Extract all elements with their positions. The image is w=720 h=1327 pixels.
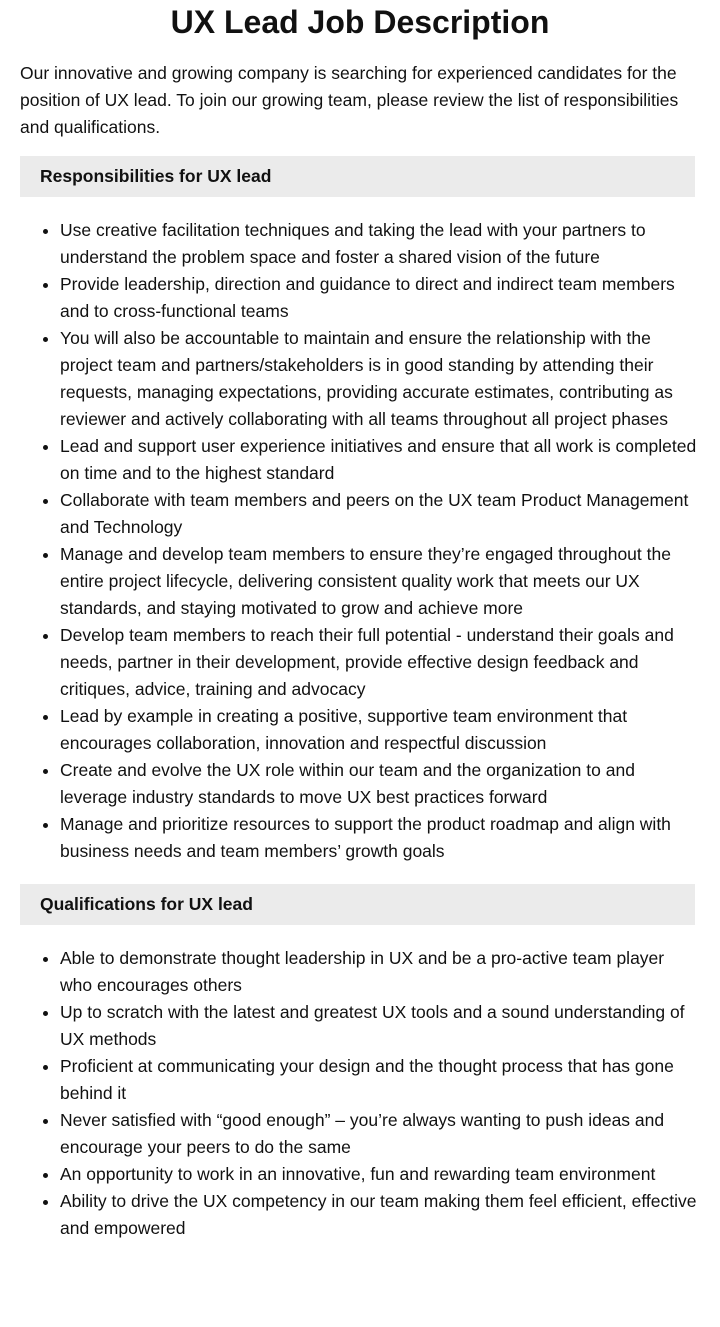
list-item: • Provide leadership, direction and guidance to direct and indirect team members and to cross-functional teams (60, 271, 700, 325)
list-item: • Proficient at communicating your design and the thought process that has gone behind it (60, 1053, 700, 1107)
list-item: • Collaborate with team members and peers on the UX team Product Management and Technology (60, 487, 700, 541)
list-item: • You will also be accountable to maintain and ensure the relationship with the project team and partners/stakeholders is in good standing by attending their requests, managing expectations, providing accurate estimates, contributing as reviewer and actively collaborating with all teams throughout all project phases (60, 325, 700, 433)
list-item: • Develop team members to reach their full potential - understand their goals and needs, partner in their development, provide effective design feedback and critiques, advice, training and advocacy (60, 622, 700, 703)
list-item: • Up to scratch with the latest and greatest UX tools and a sound understanding of UX methods (60, 999, 700, 1053)
intro-paragraph: Our innovative and growing company is searching for experienced candidates for the position of UX lead. To join our growing team, please review the list of responsibilities and qualifications. (20, 63, 679, 137)
list-item: • Never satisfied with “good enough” – you’re always wanting to push ideas and encourage your peers to do the same (60, 1107, 700, 1161)
list-item: • An opportunity to work in an innovative, fun and rewarding team environment (60, 1161, 700, 1188)
list-item: • Manage and prioritize resources to support the product roadmap and align with business needs and team members’ growth goals (60, 811, 700, 865)
list-item: • Lead by example in creating a positive, supportive team environment that encourages collaboration, innovation and respectful discussion (60, 703, 700, 757)
responsibilities-list (0, 217, 700, 865)
list-item: • Use creative facilitation techniques and taking the lead with your partners to understand the problem space and foster a shared vision of the future (60, 217, 700, 271)
qualifications-heading: Qualifications for UX lead (20, 884, 695, 925)
list-item: • Manage and develop team members to ensure they’re engaged throughout the entire project lifecycle, delivering consistent quality work that meets our UX standards, and staying motivated to grow and achieve more (60, 541, 700, 622)
page-title: UX Lead Job Description (170, 4, 550, 40)
list-item: • Lead and support user experience initiatives and ensure that all work is completed on time and to the highest standard (60, 433, 700, 487)
list-item: • Able to demonstrate thought leadership in UX and be a pro-active team player who encourages others (60, 945, 700, 999)
responsibilities-heading: Responsibilities for UX lead (20, 156, 695, 197)
list-item: • Ability to drive the UX competency in our team making them feel efficient, effective and empowered (60, 1188, 700, 1242)
list-item: • Create and evolve the UX role within our team and the organization to and leverage industry standards to move UX best practices forward (60, 757, 700, 811)
qualifications-list (0, 945, 700, 1242)
